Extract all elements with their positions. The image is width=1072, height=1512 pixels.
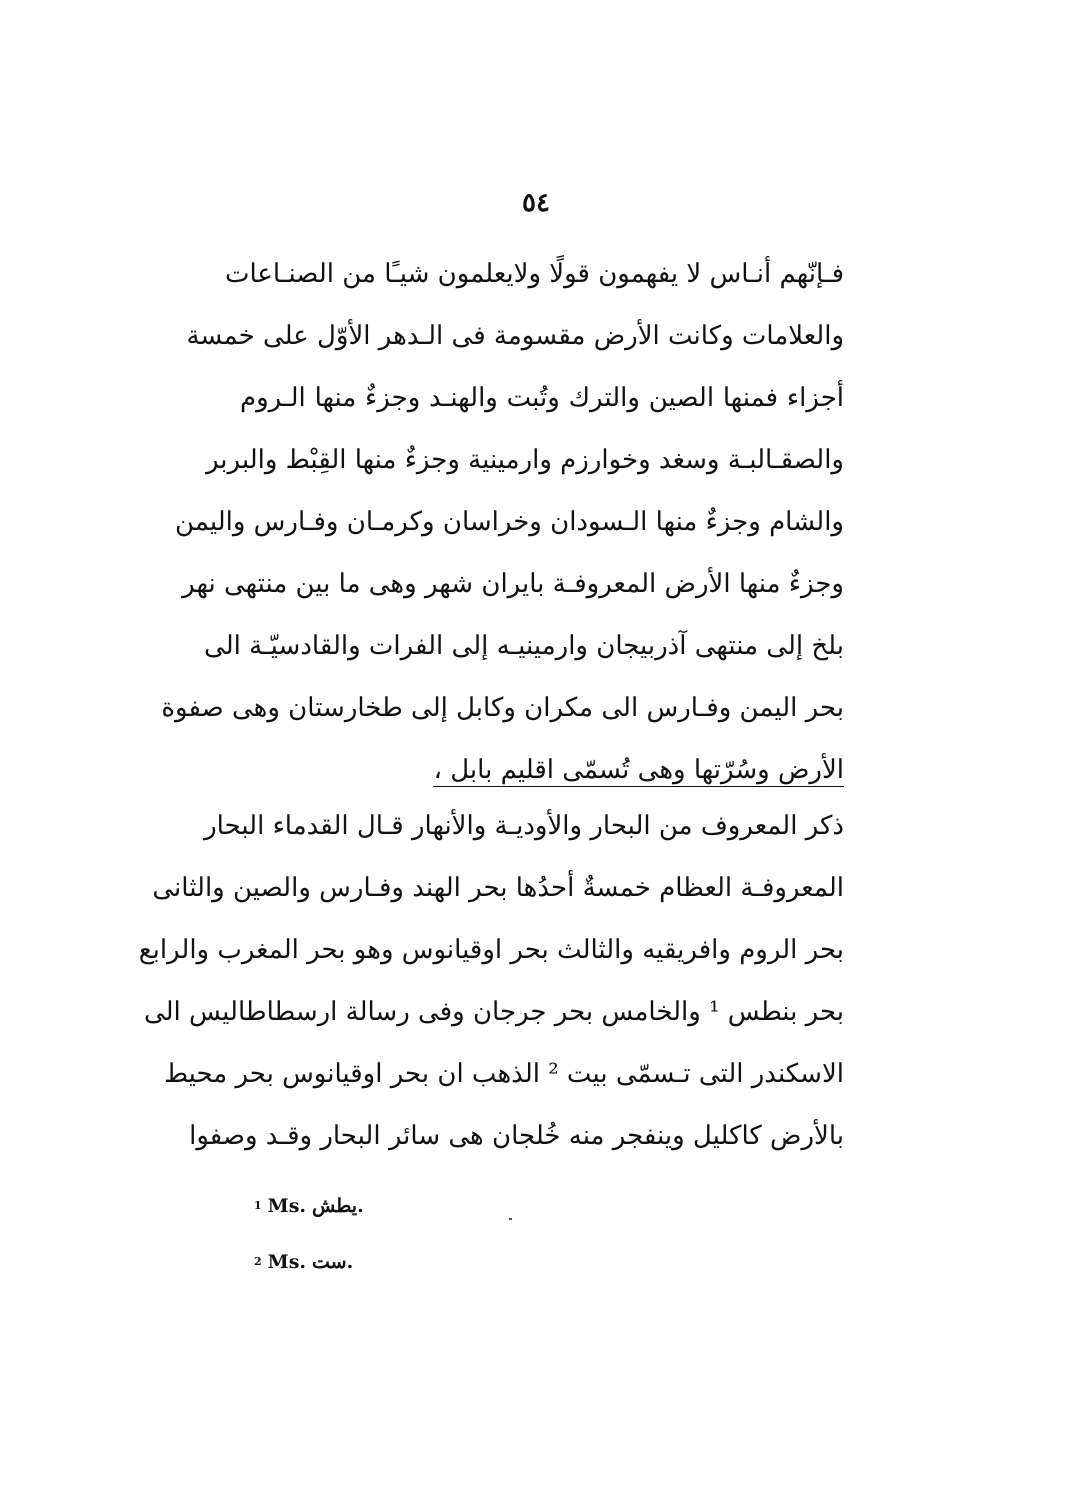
text-line: بحر بنطس ¹ والخامس بحر جرجان وفى رسالة ارسطاطاليس الى bbox=[143, 997, 844, 1027]
text-line: والشام وجزءٌ منها الـسودان وخراسان وكرمـان وفـارس واليمن bbox=[175, 507, 844, 537]
footnote-period: . bbox=[346, 1251, 354, 1273]
text-line: الأرض وسُرّتها وهى تُسمّى اقليم بابل ، bbox=[433, 755, 844, 785]
text-line: بلخ إلى منتهى آذربيجان وارمينيـه إلى الفرات والقادسيّـة الى bbox=[204, 631, 844, 661]
text-line: والصقـالبـة وسغد وخوارزم وارمينية وجزءٌ منها القِبْط والبربر bbox=[205, 445, 844, 475]
section-divider bbox=[433, 786, 844, 787]
text-line: وجزءٌ منها الأرض المعروفـة بايران شهر وهى ما بين منتهى نهر bbox=[182, 569, 844, 599]
footnote-period: . bbox=[357, 1195, 364, 1217]
text-line: بالأرض كاكليل وينفجر منه خُلجان هى سائر البحار وقـد وصفوا bbox=[189, 1121, 844, 1151]
footnote bbox=[254, 1248, 394, 1304]
text-line: بحر الروم وافريقيه والثالث بحر اوقيانوس وهو بحر المغرب والرابع bbox=[138, 935, 844, 965]
footnote-text: ست bbox=[312, 1251, 347, 1273]
text-line: ذكر المعروف من البحار والأوديـة والأنهار قـال القدماء البحار bbox=[204, 811, 844, 841]
text-line: فـإنّهم أنـاس لا يفهمون قولًا ولايعلمون شيـًا من الصنـاعات bbox=[225, 259, 844, 289]
text-line: والعلامات وكانت الأرض مقسومة فى الـدهر الأوّل على خمسة bbox=[186, 321, 844, 351]
footnote bbox=[254, 1192, 394, 1248]
footnote-label: Ms. bbox=[267, 1251, 306, 1273]
main-paragraph bbox=[161, 243, 844, 801]
text-line: الاسكندر التى تـسمّى بيت ² الذهب ان بحر اوقيانوس بحر محيط bbox=[163, 1059, 844, 1089]
text-line: أجزاء فمنها الصين والترك وتُبت والهنـد وجزءٌ منها الـروم bbox=[240, 383, 844, 413]
text-line: بحر اليمن وفـارس الى مكران وكابل إلى طخارستان وهى صفوة bbox=[161, 693, 844, 723]
seas-paragraph bbox=[138, 795, 844, 1167]
text-line: المعروفـة العظام خمسةٌ أحدُها بحر الهند وفـارس والصين والثانى bbox=[152, 873, 844, 903]
footnote-text: يطش bbox=[312, 1195, 358, 1217]
footnote-label: Ms. bbox=[267, 1195, 306, 1217]
footnotes bbox=[254, 1192, 394, 1304]
page-number: ٥٤ bbox=[522, 188, 550, 218]
footnote-marker: 2 bbox=[254, 1255, 262, 1268]
scan-speck bbox=[509, 1218, 512, 1220]
footnote-marker: 1 bbox=[254, 1199, 262, 1212]
